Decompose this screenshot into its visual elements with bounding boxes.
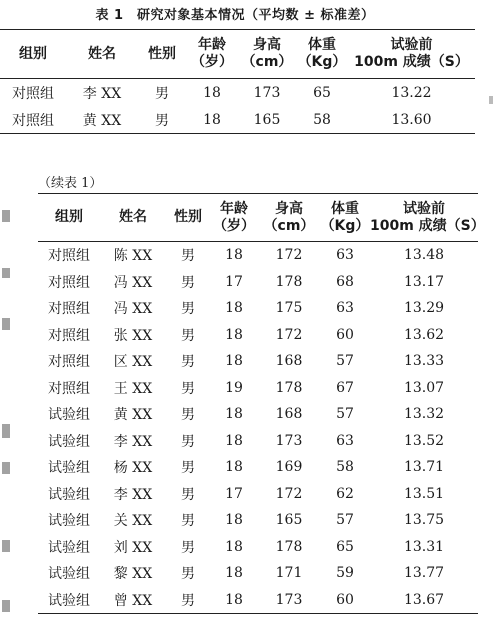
scan-artifact bbox=[489, 96, 493, 104]
cell-sex: 男 bbox=[181, 433, 195, 450]
cell-group: 对照组 bbox=[12, 112, 54, 129]
cell-name: 刘 XX bbox=[113, 539, 153, 556]
header-score: 试验前 100m 成绩（S） bbox=[370, 194, 478, 242]
cell-sex: 男 bbox=[181, 407, 195, 424]
cell-height: 172 bbox=[275, 485, 303, 502]
cell-age: 18 bbox=[225, 353, 243, 370]
cell-sex: 男 bbox=[181, 486, 195, 503]
cell-weight: 60 bbox=[336, 326, 354, 343]
cell-weight: 57 bbox=[336, 512, 354, 529]
cell-name: 冯 XX bbox=[113, 301, 153, 318]
cell-score: 13.48 bbox=[403, 247, 445, 264]
cell-sex: 男 bbox=[155, 85, 169, 102]
cell-score: 13.22 bbox=[391, 84, 432, 101]
cell-weight: 62 bbox=[336, 485, 354, 502]
cell-age: 18 bbox=[225, 326, 243, 343]
cell-score: 13.75 bbox=[403, 512, 445, 529]
scan-artifact bbox=[2, 462, 10, 474]
cell-score: 13.67 bbox=[403, 591, 445, 608]
cell-group: 对照组 bbox=[48, 248, 90, 265]
table1-body bbox=[0, 79, 475, 134]
cell-height: 173 bbox=[253, 84, 281, 101]
continuation-label: （续表 1） bbox=[38, 176, 103, 191]
header-group: 组别 bbox=[0, 30, 66, 79]
cell-score: 13.62 bbox=[403, 326, 445, 343]
cell-name: 区 XX bbox=[113, 354, 153, 371]
cell-score: 13.29 bbox=[403, 300, 445, 317]
cell-age: 18 bbox=[225, 591, 243, 608]
cell-name: 李 XX bbox=[113, 433, 153, 450]
cell-age: 18 bbox=[225, 406, 243, 423]
cell-group: 对照组 bbox=[48, 301, 90, 318]
header-name: 姓名 bbox=[66, 30, 138, 79]
table-row bbox=[0, 106, 475, 134]
cell-height: 165 bbox=[275, 512, 303, 529]
cell-weight: 68 bbox=[336, 273, 354, 290]
table-row bbox=[38, 269, 478, 296]
scan-artifact bbox=[2, 424, 10, 438]
cell-sex: 男 bbox=[181, 513, 195, 530]
cell-name: 陈 XX bbox=[113, 248, 153, 265]
cell-weight: 65 bbox=[336, 538, 354, 555]
cell-weight: 58 bbox=[336, 459, 354, 476]
cell-sex: 男 bbox=[181, 354, 195, 371]
table2-header-row bbox=[38, 194, 478, 242]
cell-height: 178 bbox=[275, 273, 303, 290]
table-row bbox=[38, 401, 478, 428]
cell-name: 张 XX bbox=[113, 327, 153, 344]
cell-height: 168 bbox=[275, 406, 303, 423]
cell-group: 对照组 bbox=[12, 85, 54, 102]
scan-artifact bbox=[2, 540, 10, 552]
header-age: 年龄 （岁） bbox=[186, 30, 238, 79]
cell-weight: 60 bbox=[336, 591, 354, 608]
header-height: 身高 （cm） bbox=[238, 30, 296, 79]
table-row bbox=[38, 348, 478, 375]
cell-weight: 63 bbox=[336, 247, 354, 264]
cell-sex: 男 bbox=[181, 460, 195, 477]
header-sex: 性别 bbox=[166, 194, 210, 242]
cell-sex: 男 bbox=[181, 327, 195, 344]
cell-score: 13.32 bbox=[403, 406, 445, 423]
cell-height: 169 bbox=[275, 459, 303, 476]
cell-age: 18 bbox=[225, 459, 243, 476]
cell-score: 13.17 bbox=[403, 273, 445, 290]
scan-artifact bbox=[2, 600, 10, 612]
header-group: 组别 bbox=[38, 194, 100, 242]
cell-age: 18 bbox=[203, 84, 221, 101]
cell-height: 178 bbox=[275, 538, 303, 555]
header-weight: 体重 （Kg） bbox=[320, 194, 370, 242]
cell-height: 178 bbox=[275, 379, 303, 396]
cell-group: 对照组 bbox=[48, 354, 90, 371]
cell-group: 试验组 bbox=[48, 433, 90, 450]
table-row bbox=[38, 454, 478, 481]
cell-group: 试验组 bbox=[48, 592, 90, 609]
header-height: 身高 （cm） bbox=[258, 194, 320, 242]
header-sex: 性别 bbox=[138, 30, 186, 79]
cell-name: 黄 XX bbox=[113, 407, 153, 424]
cell-age: 18 bbox=[225, 538, 243, 555]
cell-score: 13.71 bbox=[403, 459, 445, 476]
cell-age: 18 bbox=[225, 565, 243, 582]
cell-age: 18 bbox=[225, 247, 243, 264]
table1-caption: 表 1 研究对象基本情况（平均数 ± 标准差） bbox=[95, 8, 375, 23]
cell-height: 171 bbox=[275, 565, 303, 582]
header-age: 年龄 （岁） bbox=[210, 194, 258, 242]
scan-artifact bbox=[2, 210, 10, 222]
scan-artifact bbox=[2, 268, 10, 278]
cell-sex: 男 bbox=[181, 566, 195, 583]
cell-age: 18 bbox=[225, 512, 243, 529]
cell-group: 对照组 bbox=[48, 380, 90, 397]
subjects-table bbox=[0, 29, 475, 134]
table-row bbox=[38, 587, 478, 614]
cell-height: 175 bbox=[275, 300, 303, 317]
scan-artifact bbox=[2, 318, 10, 330]
table-row bbox=[38, 481, 478, 508]
cell-age: 18 bbox=[203, 111, 221, 128]
cell-name: 黎 XX bbox=[113, 566, 153, 583]
cell-group: 试验组 bbox=[48, 513, 90, 530]
cell-weight: 57 bbox=[336, 406, 354, 423]
cell-age: 17 bbox=[225, 273, 243, 290]
cell-age: 18 bbox=[225, 432, 243, 449]
cell-score: 13.51 bbox=[403, 485, 445, 502]
cell-group: 对照组 bbox=[48, 274, 90, 291]
cell-group: 试验组 bbox=[48, 486, 90, 503]
table-row bbox=[38, 322, 478, 349]
cell-score: 13.33 bbox=[403, 353, 445, 370]
cell-sex: 男 bbox=[181, 592, 195, 609]
cell-group: 试验组 bbox=[48, 460, 90, 477]
cell-group: 试验组 bbox=[48, 539, 90, 556]
table-row bbox=[0, 79, 475, 107]
cell-score: 13.77 bbox=[403, 565, 445, 582]
header-name: 姓名 bbox=[100, 194, 166, 242]
cell-score: 13.52 bbox=[403, 432, 445, 449]
cell-group: 对照组 bbox=[48, 327, 90, 344]
cell-sex: 男 bbox=[181, 380, 195, 397]
cell-score: 13.31 bbox=[403, 538, 445, 555]
cell-weight: 58 bbox=[313, 111, 331, 128]
cell-height: 173 bbox=[275, 432, 303, 449]
table-row bbox=[38, 242, 478, 269]
cell-name: 曾 XX bbox=[113, 592, 153, 609]
cell-height: 165 bbox=[253, 111, 281, 128]
cell-age: 17 bbox=[225, 485, 243, 502]
cell-name: 关 XX bbox=[113, 513, 153, 530]
table-row bbox=[38, 375, 478, 402]
cell-weight: 57 bbox=[336, 353, 354, 370]
cell-name: 王 XX bbox=[113, 380, 153, 397]
subjects-table-continued bbox=[38, 193, 485, 614]
header-weight: 体重 （Kg） bbox=[296, 30, 348, 79]
cell-name: 杨 XX bbox=[113, 460, 153, 477]
cell-age: 19 bbox=[225, 379, 243, 396]
cell-weight: 65 bbox=[313, 84, 331, 101]
cell-height: 173 bbox=[275, 591, 303, 608]
cell-weight: 63 bbox=[336, 432, 354, 449]
cell-score: 13.60 bbox=[391, 111, 432, 128]
cell-height: 168 bbox=[275, 353, 303, 370]
cell-height: 172 bbox=[275, 326, 303, 343]
table1-header-row bbox=[0, 30, 475, 79]
cell-name: 李 XX bbox=[113, 486, 153, 503]
table-row bbox=[38, 428, 478, 455]
cell-weight: 63 bbox=[336, 300, 354, 317]
cell-weight: 67 bbox=[336, 379, 354, 396]
header-score: 试验前 100m 成绩（S） bbox=[348, 30, 475, 79]
cell-sex: 男 bbox=[181, 539, 195, 556]
cell-group: 试验组 bbox=[48, 407, 90, 424]
cell-height: 172 bbox=[275, 247, 303, 264]
table2-body bbox=[38, 242, 478, 614]
table-row bbox=[38, 534, 478, 561]
cell-name: 黄 XX bbox=[82, 112, 122, 129]
cell-sex: 男 bbox=[155, 112, 169, 129]
cell-sex: 男 bbox=[181, 274, 195, 291]
cell-score: 13.07 bbox=[403, 379, 445, 396]
table-row bbox=[38, 507, 478, 534]
cell-name: 李 XX bbox=[82, 85, 122, 102]
cell-name: 冯 XX bbox=[113, 274, 153, 291]
cell-group: 试验组 bbox=[48, 566, 90, 583]
cell-sex: 男 bbox=[181, 248, 195, 265]
table-row bbox=[38, 295, 478, 322]
cell-age: 18 bbox=[225, 300, 243, 317]
table-row bbox=[38, 560, 478, 587]
cell-sex: 男 bbox=[181, 301, 195, 318]
cell-weight: 59 bbox=[336, 565, 354, 582]
